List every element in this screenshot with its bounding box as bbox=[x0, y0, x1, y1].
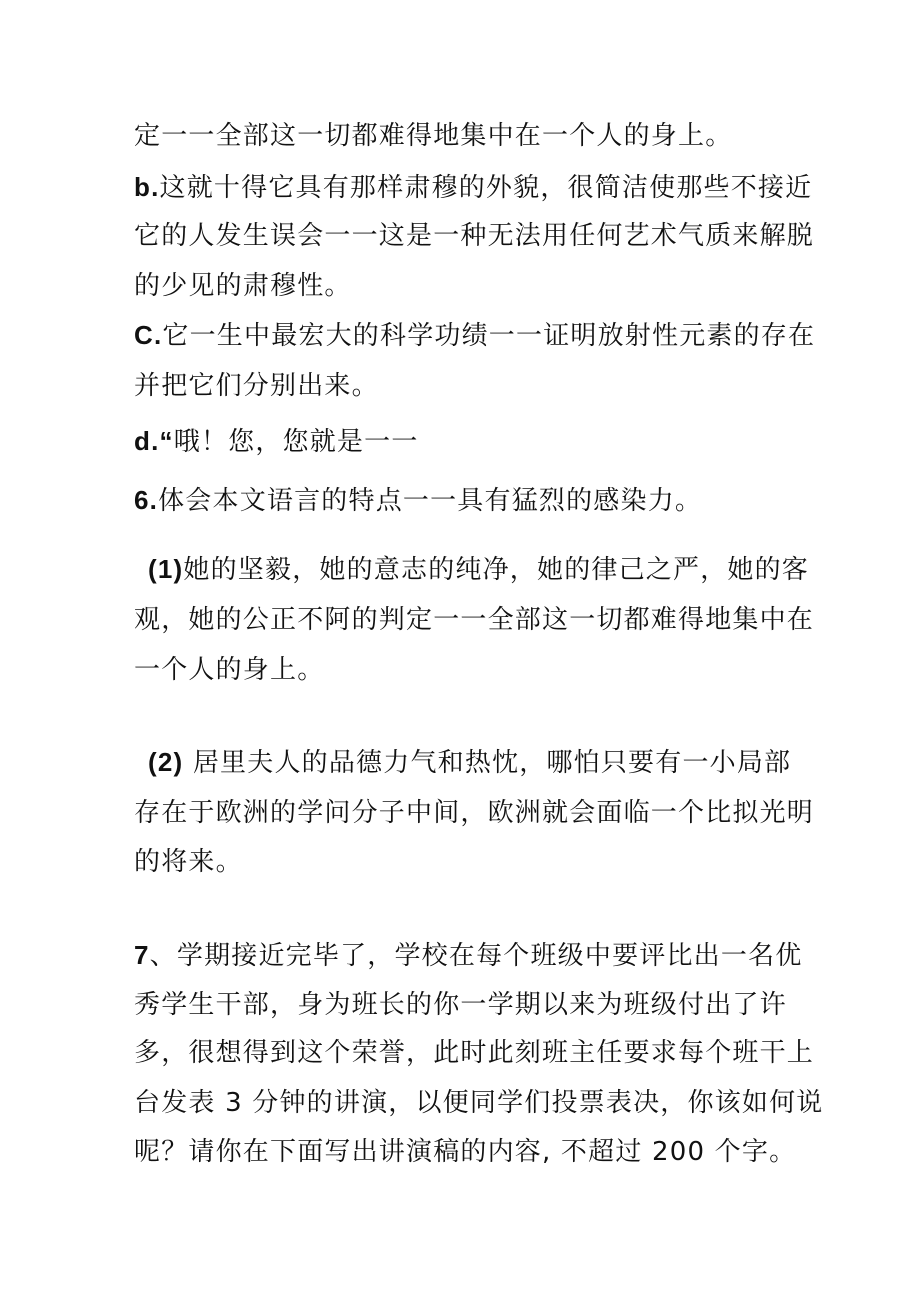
line-lead: 6. bbox=[134, 485, 159, 515]
text-line bbox=[134, 795, 814, 830]
text-line bbox=[134, 1085, 824, 1120]
text-line bbox=[134, 170, 814, 205]
text-line bbox=[134, 1134, 814, 1169]
line-lead: (2) bbox=[148, 747, 184, 777]
text-line bbox=[134, 368, 814, 403]
text-line bbox=[134, 318, 814, 353]
line-text: 一个人的身上。 bbox=[134, 655, 325, 685]
line-text: 哦！您，您就是一一 bbox=[173, 427, 419, 457]
line-text: 呢？请你在下面写出讲演稿的内容, 不超过 200 个字。 bbox=[134, 1137, 797, 1167]
line-text: 、学期接近完毕了，学校在每个班级中要评比出一名优 bbox=[149, 941, 803, 971]
text-line bbox=[134, 1035, 814, 1070]
line-text: 的将来。 bbox=[134, 847, 243, 877]
line-text: 它一生中最宏大的科学功绩一一证明放射性元素的存在 bbox=[162, 321, 816, 351]
text-line bbox=[148, 552, 828, 587]
text-line bbox=[134, 483, 814, 518]
line-text: 体会本文语言的特点一一具有猛烈的感染力。 bbox=[158, 486, 703, 516]
line-lead: (1) bbox=[148, 554, 184, 584]
text-line bbox=[134, 118, 814, 153]
text-line bbox=[148, 745, 828, 780]
text-line bbox=[134, 218, 814, 253]
line-text: 居里夫人的品德力气和热忱，哪怕只要有一小局部 bbox=[183, 748, 792, 778]
line-text: 多，很想得到这个荣誉，此时此刻班主任要求每个班干上 bbox=[134, 1038, 815, 1068]
line-text: 观，她的公正不阿的判定一一全部这一切都难得地集中在 bbox=[134, 605, 815, 635]
line-text: 这就十得它具有那样肃穆的外貌，很简洁使那些不接近 bbox=[159, 173, 813, 203]
line-lead: d.“ bbox=[134, 426, 174, 456]
text-line bbox=[134, 652, 814, 687]
text-line bbox=[134, 844, 814, 879]
text-line bbox=[134, 987, 814, 1022]
line-lead: C. bbox=[134, 320, 163, 350]
line-text: 她的坚毅，她的意志的纯净，她的律己之严，她的客 bbox=[183, 555, 809, 585]
line-text: 秀学生干部，身为班长的你一学期以来为班级付出了许 bbox=[134, 990, 787, 1020]
line-text: 的少见的肃穆性。 bbox=[134, 271, 352, 301]
line-text: 台发表 3 分钟的讲演，以便同学们投票表决，你该如何说 bbox=[134, 1088, 824, 1118]
line-text: 存在于欧洲的学问分子中间，欧洲就会面临一个比拟光明 bbox=[134, 798, 815, 828]
text-line bbox=[134, 424, 814, 459]
text-line bbox=[134, 268, 814, 303]
line-lead: 7 bbox=[134, 940, 150, 970]
text-line bbox=[134, 938, 814, 973]
line-text: 它的人发生误会一一这是一种无法用任何艺术气质来解脱 bbox=[134, 221, 815, 251]
line-text: 并把它们分别出来。 bbox=[134, 371, 379, 401]
line-lead: b. bbox=[134, 172, 160, 202]
line-text: 定一一全部这一切都难得地集中在一个人的身上。 bbox=[134, 121, 733, 151]
text-line bbox=[134, 602, 814, 637]
